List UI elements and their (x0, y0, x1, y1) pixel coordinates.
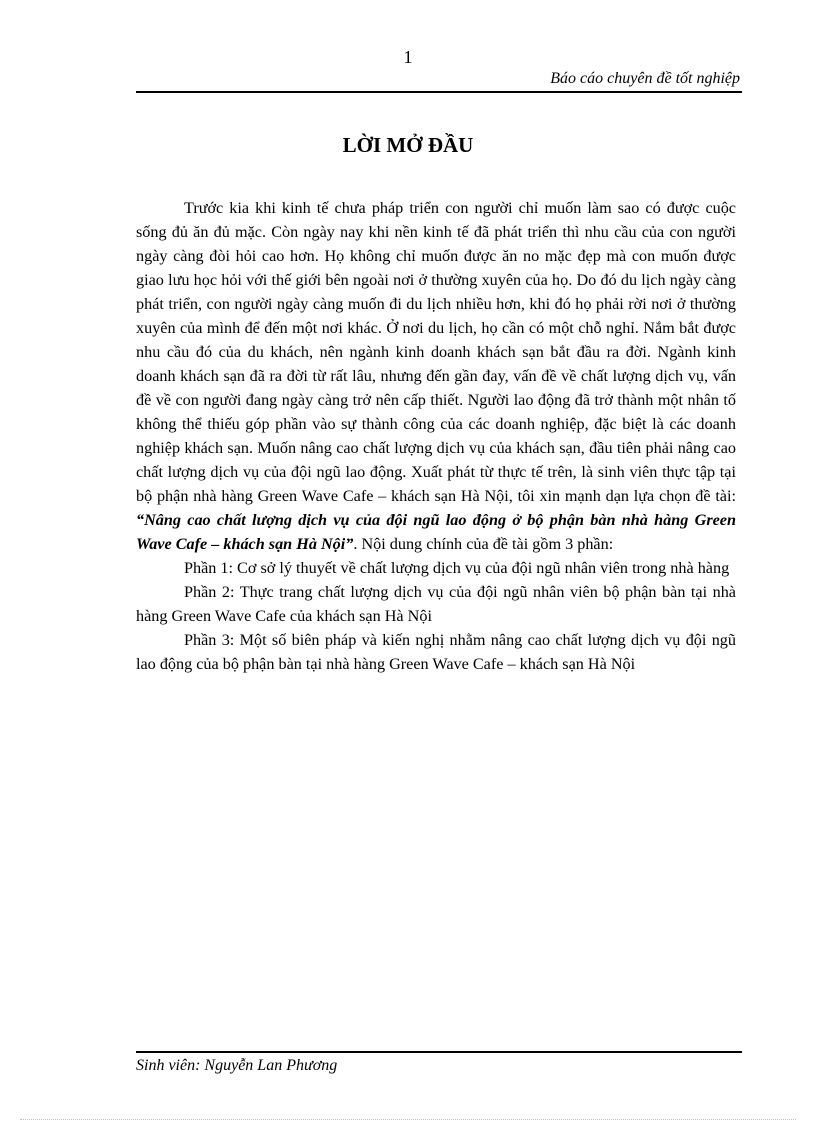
footer-rule (136, 1051, 742, 1053)
intro-text-end: . Nội dung chính của đề tài gồm 3 phần: (353, 535, 614, 553)
report-title: Báo cáo chuyên đề tốt nghiệp (550, 70, 740, 87)
intro-text: Trước kia khi kinh tế chưa pháp triển con người chỉ muốn làm sao có được cuộc sống đủ ăn đủ mặc. Còn ngày nay khi nền kinh tế đã phát triển thì nhu cầu của con người ngày càng đòi hỏi cao hơn. Họ không chỉ muốn được ăn no mặc đẹp mà con muốn được giao lưu học hỏi với thế giới bên ngoài nơi ở thường xuyên của họ. Do đó du lịch ngày càng phát triển, con người ngày càng muốn đi du lịch nhiều hơn, khi đó họ phải rời nơi ở thường xuyên của mình để đến một nơi khác. Ở nơi du lịch, họ cần có một chỗ nghỉ. Nắm bắt được nhu cầu đó của du khách, nên ngành kinh doanh khách sạn bắt đầu ra đời. Ngành kinh doanh khách sạn đã ra đời từ rất lâu, nhưng đến gần đay, vấn đề về chất lượng dịch vụ, vấn đề về con người đang ngày càng trở nên cấp thiết. Người lao động đã trở thành một nhân tố không thể thiếu góp phần vào sự thành công của các doanh nghiệp, đặc biệt là các doanh nghiệp khách sạn. Muốn nâng cao chất lượng dịch vụ của khách sạn, đầu tiên phải nâng cao chất lượng dịch vụ của đội ngũ lao động. Xuất phát từ thực tế trên, là sinh viên thực tập tại bộ phận nhà hàng Green Wave Cafe – khách sạn Hà Nội, tôi xin mạnh dạn lựa chọn đề tài: (136, 199, 736, 505)
section-heading: LỜI MỞ ĐẦU (342, 133, 474, 157)
page-edge (20, 1119, 796, 1120)
part-3-paragraph: Phần 3: Một số biên pháp và kiến nghị nhằm nâng cao chất lượng dịch vụ đội ngũ lao động của bộ phận bàn tại nhà hàng Green Wave Cafe – khách sạn Hà Nội (136, 631, 736, 673)
part-2-paragraph: Phần 2: Thực trang chất lượng dịch vụ của đội ngũ nhân viên bộ phận bàn tại nhà hàng Green Wave Cafe của khách sạn Hà Nội (136, 583, 736, 625)
student-name: Sinh viên: Nguyễn Lan Phương (136, 1057, 338, 1074)
part-1-paragraph: Phần 1: Cơ sở lý thuyết về chất lượng dịch vụ của đội ngũ nhân viên trong nhà hàng (184, 559, 730, 577)
intro-paragraph (136, 196, 736, 556)
page-number: 1 (403, 47, 413, 67)
body-text (136, 196, 736, 676)
header-rule (136, 91, 742, 93)
topic-title: “Nâng cao chất lượng dịch vụ của đội ngũ lao động ở bộ phận bàn nhà hàng Green Wave Cafe – khách sạn Hà Nội” (136, 511, 736, 553)
